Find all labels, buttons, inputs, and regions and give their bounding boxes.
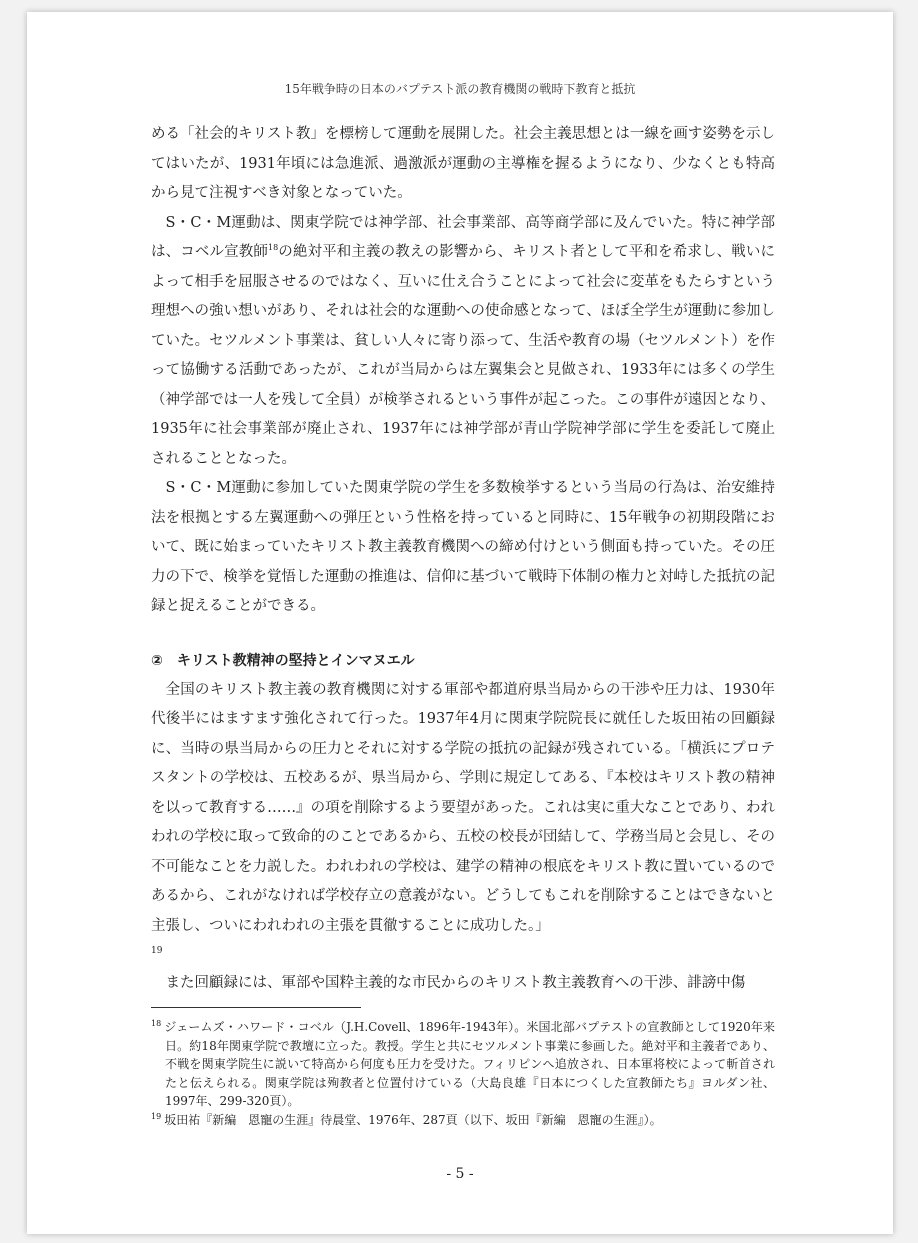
footnote-18 bbox=[151, 1018, 775, 1111]
body-text bbox=[151, 120, 775, 999]
section-heading: ② キリスト教精神の堅持とインマヌエル bbox=[151, 652, 415, 669]
footnote-text: 坂田祐『新編 恩寵の生涯』待晨堂、1976年、287頁（以下、坂田『新編 恩寵の生涯』）。 bbox=[164, 1112, 662, 1127]
paragraph-1: める「社会的キリスト教」を標榜して運動を展開した。社会主義思想とは一線を画す姿勢を示してはいたが、1931年頃には急進派、過激派が運動の主導権を握るようになり、少なくとも特高から見て注視すべき対象となっていた。 bbox=[151, 126, 775, 201]
paragraph-3: S・C・M運動に参加していた関東学院の学生を多数検挙するという当局の行為は、治安維持法を根拠とする左翼運動への弾圧という性格を持っていると同時に、15年戦争の初期段階において、既に始まっていたキリスト教主義教育機関への締め付けという側面も持っていた。その圧力の下で、検挙を覚悟した運動の推進は、信仰に基づいて戦時下体制の権力と対峙した抵抗の記録と捉えることができる。 bbox=[151, 480, 775, 614]
paragraph-2-part-a: S・C・M運動は、関東学院では神学部、社会事業部、高等商学部に及んでいた。特に神学部は、コベル宣教師 bbox=[151, 214, 775, 260]
footnotes bbox=[151, 1007, 775, 1129]
footnote-text: ジェームズ・ハワード・コベル（J.H.Covell、1896年-1943年）。米国北部バプテストの宣教師として1920年来日。約18年関東学院で教壇に立った。教授。学生と共にセツルメント事業に参画した。絶対平和主義者であり、不戦を関東学院生に説いて特高から何度も圧力を受けた。フィリピンへ追放され、日本軍将校によって斬首されたと伝えられる。関東学院は殉教者と位置付けている（大島良雄『日本につくした宣教師たち』ヨルダン社、1997年、299-320頁）。 bbox=[164, 1020, 775, 1108]
footnote-ref-19[interactable]: 19 bbox=[151, 946, 163, 956]
paragraph-5: また回顧録には、軍部や国粋主義的な市民からのキリスト教主義教育への干渉、誹謗中傷 bbox=[165, 975, 746, 991]
running-header: 15年戦争時の日本のバプテスト派の教育機関の戦時下教育と抵抗 bbox=[284, 82, 636, 96]
footnote-mark: 18 bbox=[151, 1019, 162, 1028]
paragraph-2 bbox=[151, 209, 775, 475]
footnote-divider bbox=[151, 1007, 361, 1008]
document-page bbox=[27, 12, 893, 1234]
footnote-mark: 19 bbox=[151, 1111, 162, 1121]
page-number: - 5 - bbox=[446, 1166, 474, 1182]
paragraph-4: 全国のキリスト教主義の教育機関に対する軍部や都道府県当局からの干渉や圧力は、1930年代後半にはますます強化されて行った。1937年4月に関東学院院長に就任した坂田祐の回顧録に、当時の県当局からの圧力とそれに対する学院の抵抗の記録が残されている。「横浜にプロテスタントの学校は、五校あるが、県当局から、学則に規定してある、『本校はキリスト教の精神を以って教育する……』の項を削除するよう要望があった。これは実に重大なことであり、われわれの学校に取って致命的のことであるから、五校の校長が団結して、学務当局と会見し、その不可能なことを力説した。われわれの学校は、建学の精神の根底をキリスト教に置いているのであるから、これがなければ学校存立の意義がない。どうしてもこれを削除することはできないと主張し、ついにわれわれの主張を貫徹することに成功した。」 bbox=[151, 681, 775, 934]
footnote-19 bbox=[151, 1111, 775, 1130]
footnote-ref-18[interactable]: 18 bbox=[267, 243, 279, 253]
paragraph-2-part-b: の絶対平和主義の教えの影響から、キリスト者として平和を希求し、戦いによって相手を屈服させるのではなく、互いに仕え合うことによって社会に変革をもたらすという理想への強い想いがあり、それは社会的な運動への使命感となって、ほぼ全学生が運動に参加していた。セツルメント事業は、貧しい人々に寄り添って、生活や教育の場（セツルメント）を作って協働する活動であったが、これが当局からは左翼集会と見做され、1933年には多くの学生（神学部では一人を残して全員）が検挙されるという事件が起こった。この事件が遠因となり、1935年に社会事業部が廃止され、1937年には神学部が青山学院神学部に学生を委託して廃止されることとなった。 bbox=[151, 244, 776, 467]
